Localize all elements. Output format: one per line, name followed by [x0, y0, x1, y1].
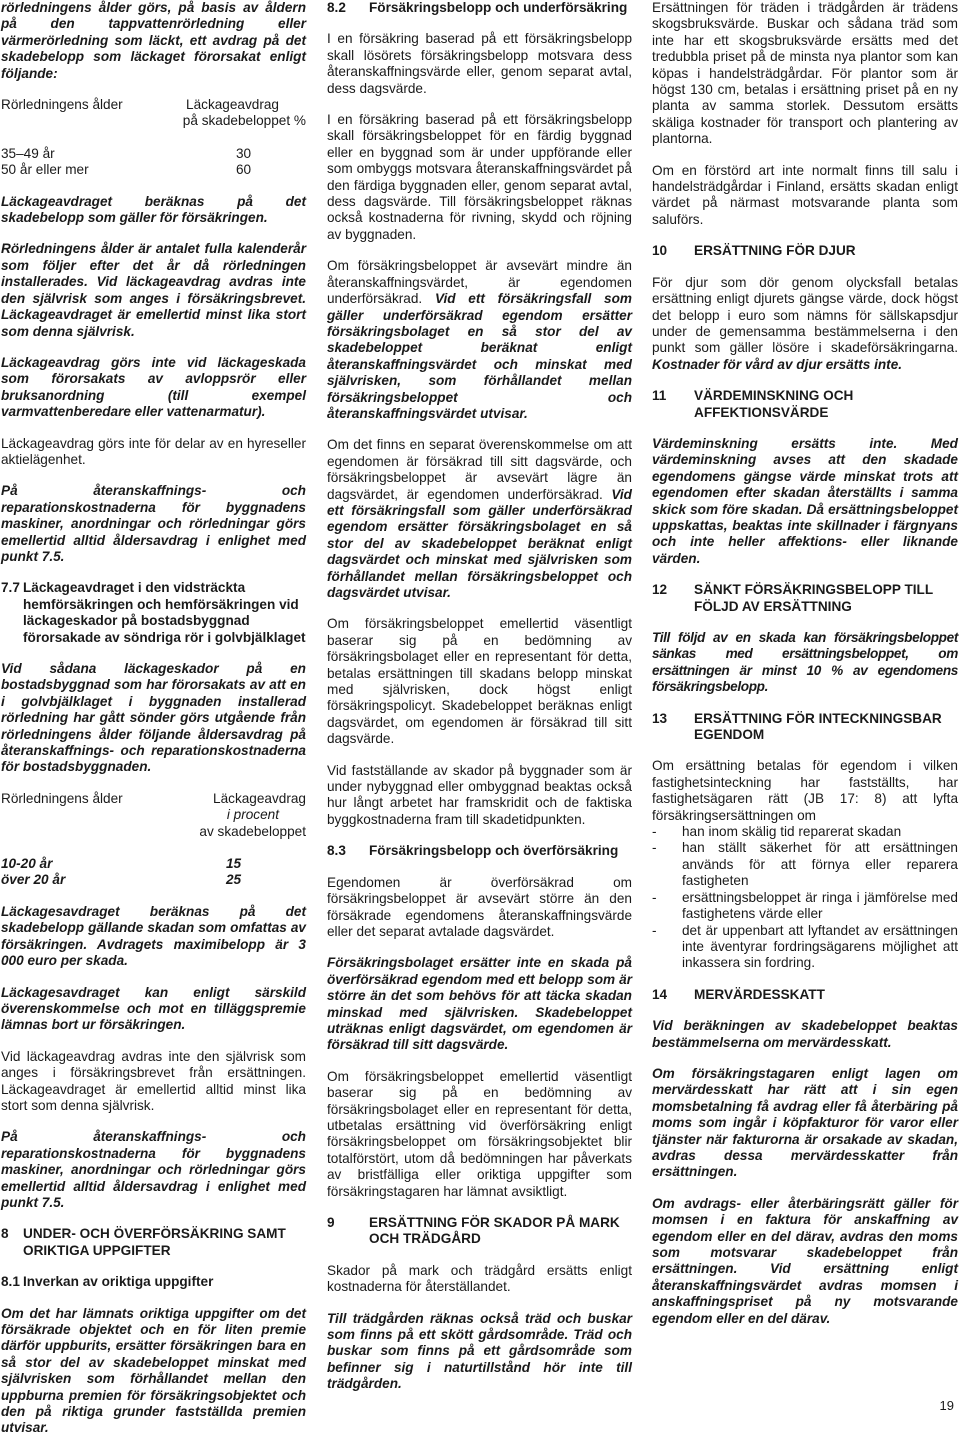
section-title: Försäkringsbelopp och underförsäkring	[369, 0, 628, 15]
section-title: SÄNKT FÖRSÄKRINGSBELOPP TILL FÖLJD AV ERSÄTTNING	[694, 582, 933, 614]
paragraph: Läckagesavdraget beräknas på det skadebelopp gällande skadan som omfattas av försäkringen. Avdragets maximibelopp är 3 000 euro per skada.	[1, 903, 306, 969]
section-heading-8	[1, 1226, 306, 1259]
condition-list	[652, 824, 958, 972]
table-header-age: Rörledningens ålder	[1, 790, 123, 806]
table-cell-pct: 60	[236, 162, 252, 178]
paragraph: Om försäkringstagaren enligt lagen om mervärdesskatt har rätt att i sin egen momsbetalning få avdrag eller få återbäring på moms som ingår i köpfakturor för varor eller tjänster när fakturorna är orsakade av skadan, avdras dessa mervärdesskatter från ersättningen.	[652, 1065, 958, 1180]
section-number: 8.2	[327, 0, 346, 15]
section-number: 9	[327, 1215, 335, 1230]
page-number: 19	[939, 1397, 954, 1413]
paragraph: Till trädgården räknas också träd och buskar som finns på ett skött gårdsområde. Träd och buskar som finns på ett gårdsområde som befinner sig i naturtillstånd hör inte till trädgården.	[327, 1310, 632, 1392]
table-row	[1, 856, 306, 872]
section-title: Läckageavdraget i den vidsträckta hemförsäkringen och hemförsäkringen vid läckageskador på bostadsbyggnad förorsakade av söndriga rör i golvbjälklaget	[23, 580, 306, 645]
section-heading-12	[652, 582, 958, 615]
paragraph: Om det har lämnats oriktiga uppgifter om det försäkrade objektet och en för liten premie därför uppburits, ersätter försäkringen bara en så stor del av skadebeloppet minskat med självrisken som förhållandet mellan den uppburna premien för försäkringsobjektet och den på riktiga grunder fastställda premien utvisar.	[1, 1305, 306, 1436]
list-dash: -	[652, 889, 657, 905]
column-middle	[327, 0, 632, 1408]
list-text: det är uppenbart att lyftandet av ersättningen inte äventyrar fordringsägarens möjlighet att inkassera sin fordring.	[682, 922, 958, 971]
section-title: ERSÄTTNING FÖR DJUR	[694, 243, 856, 259]
section-heading-11	[652, 388, 958, 421]
paragraph-emphasis: Kostnader för vård av djur ersätts inte.	[652, 356, 903, 372]
table-cell-pct: 30	[236, 145, 252, 161]
section-number: 12	[652, 582, 668, 598]
section-heading-9	[327, 1215, 632, 1248]
section-title: MERVÄRDESSKATT	[694, 986, 825, 1002]
section-number: 8	[1, 1226, 9, 1242]
paragraph-emphasis: Vid ett försäkringsfall som gäller underförsäkrad egendom ersätter försäkringsbolaget en så stor del av skadebeloppet beräknat enligt dagsvärdet och minskat med självrisken som förhållandet mellan försäkringsbeloppet och dagsvärdet utvisar.	[327, 486, 632, 600]
section-number: 11	[652, 388, 667, 404]
section-title: ERSÄTTNING FÖR INTECKNINGSBAR EGENDOM	[694, 710, 942, 743]
table-header-deduction-unit: på skadebeloppet %	[182, 113, 306, 129]
section-heading-10	[652, 243, 958, 259]
intro-paragraph: rörledningens ålder görs, på basis av åldern på den tappvattenrörledning eller värmerörledning som läckt, ett avdrag på det skadebelopp som läckaget förorsakat enligt följande:	[1, 0, 306, 81]
list-item	[652, 923, 958, 972]
list-item	[652, 890, 958, 923]
paragraph: Vid beräkningen av skadebeloppet beaktas bestämmelserna om mervärdesskatt.	[652, 1018, 958, 1050]
table-cell-pct: 25	[226, 872, 242, 888]
column-left	[1, 0, 306, 1452]
list-text: han inom skälig tid reparerat skadan	[682, 824, 902, 840]
table-cell-pct: 15	[226, 856, 242, 872]
section-title: Försäkringsbelopp och överförsäkring	[369, 843, 619, 859]
paragraph	[327, 258, 632, 422]
section-number: 8.3	[327, 843, 346, 859]
table-row	[1, 162, 306, 178]
list-dash: -	[652, 824, 657, 840]
table-cell-age: 50 år eller mer	[1, 162, 89, 178]
paragraph-emphasis: Vid ett försäkringsfall som gäller underförsäkrad egendom ersätter försäkringsbolaget en så stor del av skadebeloppet beräknat enligt återanskaffningsvärdet och minskat med självrisken, som förhållandet mellan försäkringsbeloppet och återanskaffningsvärdet utvisar.	[327, 291, 632, 421]
table-header-deduction-basis: av skadebeloppet	[199, 823, 306, 839]
table-header-deduction-unit: i procent	[226, 807, 279, 823]
leak-deduction-table	[1, 97, 306, 179]
paragraph: Värdeminskning ersätts inte. Med värdeminskning avses att den skadade egendomens gängse värde minskat trots att egendomen efter skadan återställts i samma skick som före skadan. Då ersättningsbeloppet uppskattas, beaktas inte skillnader i färgnyans och inte heller affektions- eller liknande värden.	[652, 435, 958, 566]
floor-leak-deduction-table	[1, 791, 306, 889]
paragraph-plain: Om försäkringsbeloppet är avsevärt mindre än återanskaffningsvärdet, är egendomen underförsäkrad.	[327, 258, 632, 307]
table-row	[1, 872, 306, 888]
paragraph: Om avdrags- eller återbäringsrätt gäller för momsen i en faktura för anskaffning av egendom eller en del därav, avdras den moms som motsvarar skadebeloppet från ersättningen. Vid ersättning enligt återanskaffningsvärdet avdras momsen i anskaffningspriset på ny motsvarande egendom eller en del därav.	[652, 1195, 958, 1326]
section-heading-7-7	[1, 580, 306, 646]
section-number: 14	[652, 986, 668, 1002]
paragraph: Försäkringsbolaget ersätter inte en skada på överförsäkrad egendom med ett belopp som är större än det som behövs för att täcka skadan minskad med självrisken. Skadebeloppet uträknas enligt dagsvärdet, om egendomen är försäkrad till sitt dagsvärde.	[327, 955, 632, 1053]
section-number: 13	[652, 710, 668, 726]
table-cell-age: över 20 år	[1, 872, 66, 888]
column-right	[652, 0, 958, 1342]
paragraph: Till följd av en skada kan försäkringsbeloppet sänkas med ersättningsbeloppet, om ersättningen är minst 10 % av egendomens försäkringsbelopp.	[652, 630, 958, 695]
section-heading-13	[652, 711, 958, 744]
paragraph: Ersättningen för träden i trädgården är trädens skogsbruksvärde. Buskar och sådana träd som inte har ett skogsbruksvärde ersätts med det tredubbla priset på de minsta nya plantor som kan köpas i handelsträdgårdar. För plantor som är högst 130 cm, betalas i ersättning priset på en ny planta av samma storlek. Dessutom ersätts skäliga kostnader för transport och plantering av plantorna.	[652, 0, 958, 147]
paragraph-plain: För djur som dör genom olycksfall betalas ersättning enligt djurets gängse värde, dock högst det belopp i euro som nämns för sällskapsdjur under de gemensamma bestämmelserna i den punkt som gäller lösöre i skadeförsäkringarna.	[652, 274, 958, 356]
paragraph: Läckagesavdraget kan enligt särskild överenskommelse och mot en tilläggspremie lämnas bort ur försäkringen.	[1, 984, 306, 1033]
section-heading-8-3	[327, 843, 632, 859]
paragraph: Om ersättning betalas för egendom i vilken fastighetsinteckning har fastställts, har fastighetsägaren rätt (JB 17: 8) att lyfta försäkringsersättningen om	[652, 758, 958, 823]
section-number: 7.7	[1, 580, 20, 596]
paragraph-plain: Om det finns en separat överenskommelse om att egendomen är försäkrad till sitt dagsvärde, och försäkringsbeloppet är avsevärt lägre än dagsvärdet, är egendomen underförsäkrad.	[327, 437, 632, 502]
section-title: UNDER- OCH ÖVERFÖRSÄKRING SAMT ORIKTIGA UPPGIFTER	[23, 1226, 286, 1258]
paragraph: I en försäkring baserad på ett försäkringsbelopp skall försäkringsbeloppet för en färdig byggnad eller en byggnad som är under uppförande eller som ombyggs motsvara återanskaffningsvärdet på den färdiga byggnaden eller, genom separat avtal, dess dagsvärde. Till försäkringsbeloppet räknas också kostnaderna för rivning, skydd och röjning av byggnaden.	[327, 112, 632, 242]
list-text: han ställt säkerhet för att ersättningen används för att förnya eller reparera fastigheten	[682, 840, 958, 889]
list-text: ersättningsbeloppet är ringa i jämförelse med fastighetens värde eller	[682, 889, 958, 922]
paragraph: På återanskaffnings- och reparationskostnaderna för byggnadens maskiner, anordningar och rörledningar görs emellertid alltid åldersavdrag i enlighet med punkt 7.5.	[1, 1129, 306, 1210]
section-heading-14	[652, 987, 958, 1003]
table-cell-age: 10-20 år	[1, 856, 53, 872]
section-number: 10	[652, 243, 668, 259]
list-item	[652, 840, 958, 889]
section-heading-8-2	[327, 0, 632, 16]
table-header-deduction: Läckageavdrag	[213, 790, 306, 806]
table-cell-age: 35–49 år	[1, 145, 55, 161]
paragraph: Rörledningens ålder är antalet fulla kalenderår som följer efter det år då rörledningen installerades. Vid läckageavdrag avdras inte den självrisk som anges i försäkringsbrevet. Läckageavdraget är emellertid minst lika stort som denna självrisk.	[1, 241, 306, 339]
table-header-deduction: Läckageavdrag	[186, 97, 279, 113]
section-title: ERSÄTTNING FÖR SKADOR PÅ MARK OCH TRÄDGÅRD	[369, 1215, 620, 1247]
paragraph: Om försäkringsbeloppet emellertid väsentligt baserar sig på en bedömning av försäkringsbolaget eller en representant för detta, betalas ersättningen till skadans belopp minskat med självrisken, dock högst enligt försäkringspolicyt. Skadebeloppet beräknas enligt dagsvärdet, om egendomen är försäkrad till sitt dagsvärde.	[327, 616, 632, 747]
paragraph: Läckageavdraget beräknas på det skadebelopp som gäller för försäkringen.	[1, 193, 306, 226]
section-title: Inverkan av oriktiga uppgifter	[23, 1274, 214, 1290]
paragraph: Vid sådana läckageskador på en bostadsbyggnad som har förorsakats av att en i golvbjälklaget i byggnaden installerad rörledning har gått sönder görs utgående från rörledningens ålder följande åldersavdrag på återanskaffnings- och reparationskostnaderna för bostadsbyggnaden.	[1, 661, 306, 775]
table-header-age: Rörledningens ålder	[1, 97, 123, 113]
paragraph: Om en förstörd art inte normalt finns till salu i handelsträdgårdar i Finland, ersätts skadan enligt värdet på närmast motsvarande planta som saluförs.	[652, 162, 958, 227]
section-heading-8-1	[1, 1274, 306, 1290]
paragraph: Vid fastställande av skador på byggnader som är under nybyggnad eller ombyggnad beaktas också hur långt arbetet har framskridit och de faktiska byggkostnaderna fram till skadetidpunkten.	[327, 762, 632, 827]
paragraph: Om försäkringsbeloppet emellertid väsentligt baserar sig på en bedömning av försäkringsbolaget eller en representant för detta, utbetalas ersättning vid överförsäkring enligt försäkringsbeloppet om försäkringsobjektet blir totalförstört, utom då bedömningen har påverkats av bristfälliga eller oriktiga uppgifter som försäkringstagaren har lämnat avsiktligt.	[327, 1068, 632, 1199]
paragraph: Vid läckageavdrag avdras inte den självrisk som anges i försäkringsbrevet från ersättningen. Läckageavdraget är emellertid alltid minst lika stort som denna självrisk.	[1, 1048, 306, 1113]
paragraph: I en försäkring baserad på ett försäkringsbelopp skall lösörets försäkringsbelopp motsvara dess återanskaffningsvärde eller, genom separat avtal, dess dagsvärde.	[327, 31, 632, 96]
paragraph	[652, 275, 958, 373]
paragraph	[327, 437, 632, 601]
list-item	[652, 824, 958, 840]
paragraph: Egendomen är överförsäkrad om försäkringsbeloppet är avsevärt större än den försäkrade egendomens återanskaffningsvärde eller det separat avtalade dagsvärdet.	[327, 874, 632, 939]
paragraph: Skador på mark och trädgård ersätts enligt kostnaderna för återställandet.	[327, 1262, 632, 1295]
table-row	[1, 146, 306, 162]
section-title: VÄRDEMINSKNING OCH AFFEKTIONSVÄRDE	[694, 388, 854, 420]
paragraph: Läckageavdrag görs inte för delar av en hyreseller aktielägenhet.	[1, 435, 306, 467]
list-dash: -	[652, 840, 657, 856]
paragraph: På återanskaffnings- och reparationskostnaderna för byggnadens maskiner, anordningar och rörledningar görs emellertid alltid åldersavdrag i enlighet med punkt 7.5.	[1, 483, 306, 564]
section-number: 8.1	[1, 1274, 20, 1290]
paragraph: Läckageavdrag görs inte vid läckageskada som förorsakats av avloppsrör eller bruksanordning (till exempel varmvattenberedare eller vattenarmatur).	[1, 354, 306, 420]
list-dash: -	[652, 922, 657, 938]
